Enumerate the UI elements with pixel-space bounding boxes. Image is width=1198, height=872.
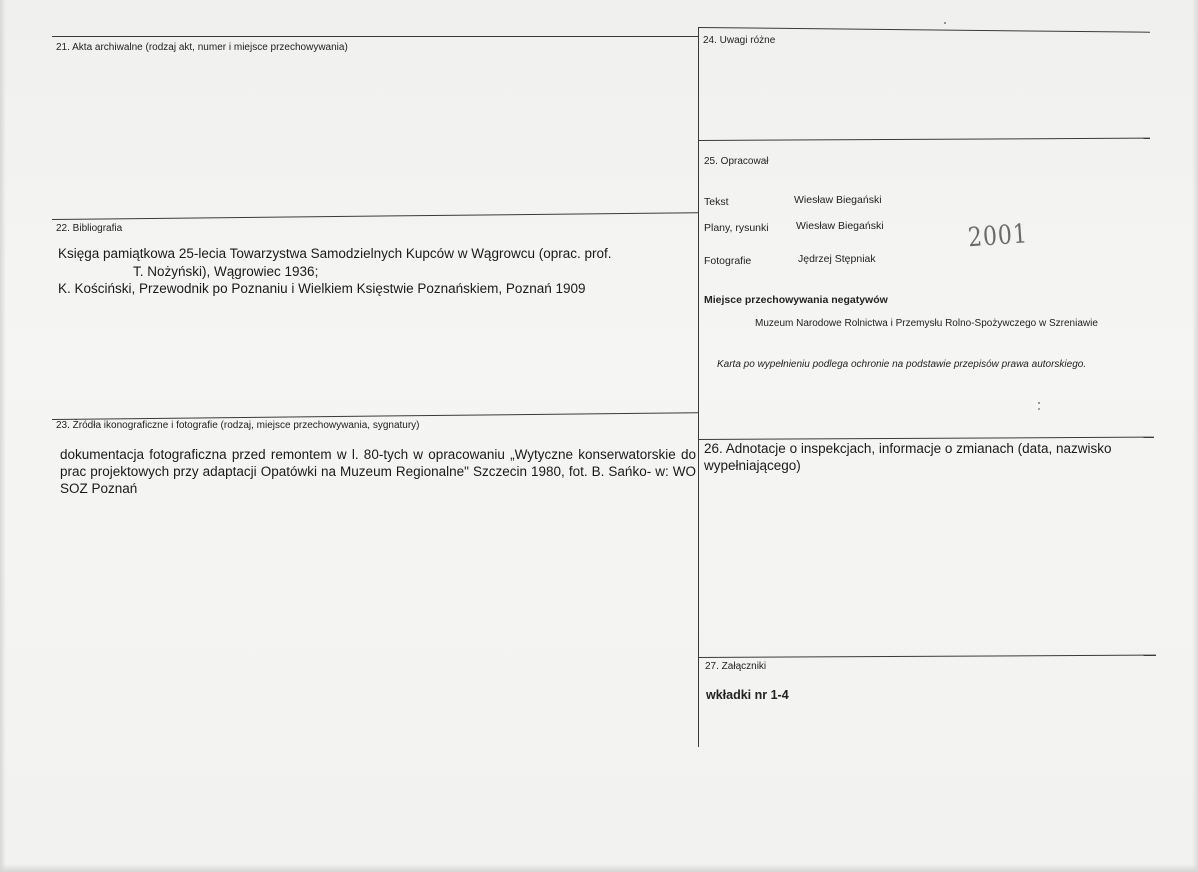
- copyright-note: Karta po wypełnieniu podlega ochronie na podstawie przepisów prawa autorskiego.: [717, 359, 1087, 370]
- rule-22: [52, 212, 698, 220]
- bibliography-entry-2: K. Kościński, Przewodnik po Poznaniu i Wielkiem Księstwie Poznańskiem, Poznań 1909: [58, 281, 586, 296]
- rule-top-left: [52, 36, 698, 37]
- scan-speck: [944, 22, 946, 24]
- scan-edge-right: [1192, 0, 1198, 872]
- author-row-drawings-value: Wiesław Biegański: [796, 220, 884, 232]
- author-row-text-value: Wiesław Biegański: [794, 194, 882, 206]
- rule-23: [52, 412, 698, 420]
- rule-25: [698, 138, 1150, 141]
- author-row-photos-key: Fotografie: [704, 255, 752, 267]
- section-22-label: 22. Bibliografia: [56, 223, 123, 234]
- scan-speck: [1038, 408, 1040, 410]
- bibliography-entry-1: Księga pamiątkowa 25-lecia Towarzystwa Samodzielnych Kupców w Wągrowcu (oprac. prof.: [58, 246, 612, 261]
- section-27-label: 27. Załączniki: [705, 661, 767, 672]
- attachments-value: wkładki nr 1-4: [706, 688, 789, 702]
- section-25-label: 25. Opracował: [704, 156, 769, 167]
- scan-speck: [1038, 402, 1040, 404]
- section-26-label: 26. Adnotacje o inspekcjach, informacje o zmianach (data, nazwisko wypełniającego): [704, 441, 1112, 473]
- rule-27: [698, 655, 1156, 658]
- scan-edge-bottom: [0, 864, 1198, 872]
- section-21-label: 21. Akta archiwalne (rodzaj akt, numer i miejsce przechowywania): [56, 42, 348, 53]
- rule-top-right: [698, 27, 1150, 33]
- iconography-sources: dokumentacja fotograficzna przed remontem w l. 80-tych w opracowaniu „Wytyczne konserwatorskie do prac projektowych przy adaptacji Opatówki na Muzeum Regionalne" Szczecin 1980, fot. B. Sańko- w: WO SOZ Poznań: [60, 447, 696, 496]
- section-24-label: 24. Uwagi różne: [703, 35, 776, 46]
- author-row-drawings-key: Plany, rysunki: [704, 222, 769, 234]
- author-row-text-key: Tekst: [704, 196, 729, 208]
- author-row-photos-value: Jędrzej Stępniak: [798, 253, 876, 265]
- negatives-heading: Miejsce przechowywania negatywów: [704, 294, 888, 306]
- section-23-label: 23. Źródła ikonograficzne i fotografie (rodzaj, miejsce przechowywania, sygnatury): [56, 420, 420, 431]
- negatives-place: Muzeum Narodowe Rolnictwa i Przemysłu Rolno-Spożywczego w Szreniawie: [755, 318, 1098, 329]
- bibliography-entry-1-cont: T. Nożyński), Wągrowiec 1936;: [133, 264, 319, 279]
- column-divider: [698, 27, 699, 747]
- scan-edge-left: [0, 0, 6, 872]
- handwritten-year: 2001: [967, 219, 1029, 254]
